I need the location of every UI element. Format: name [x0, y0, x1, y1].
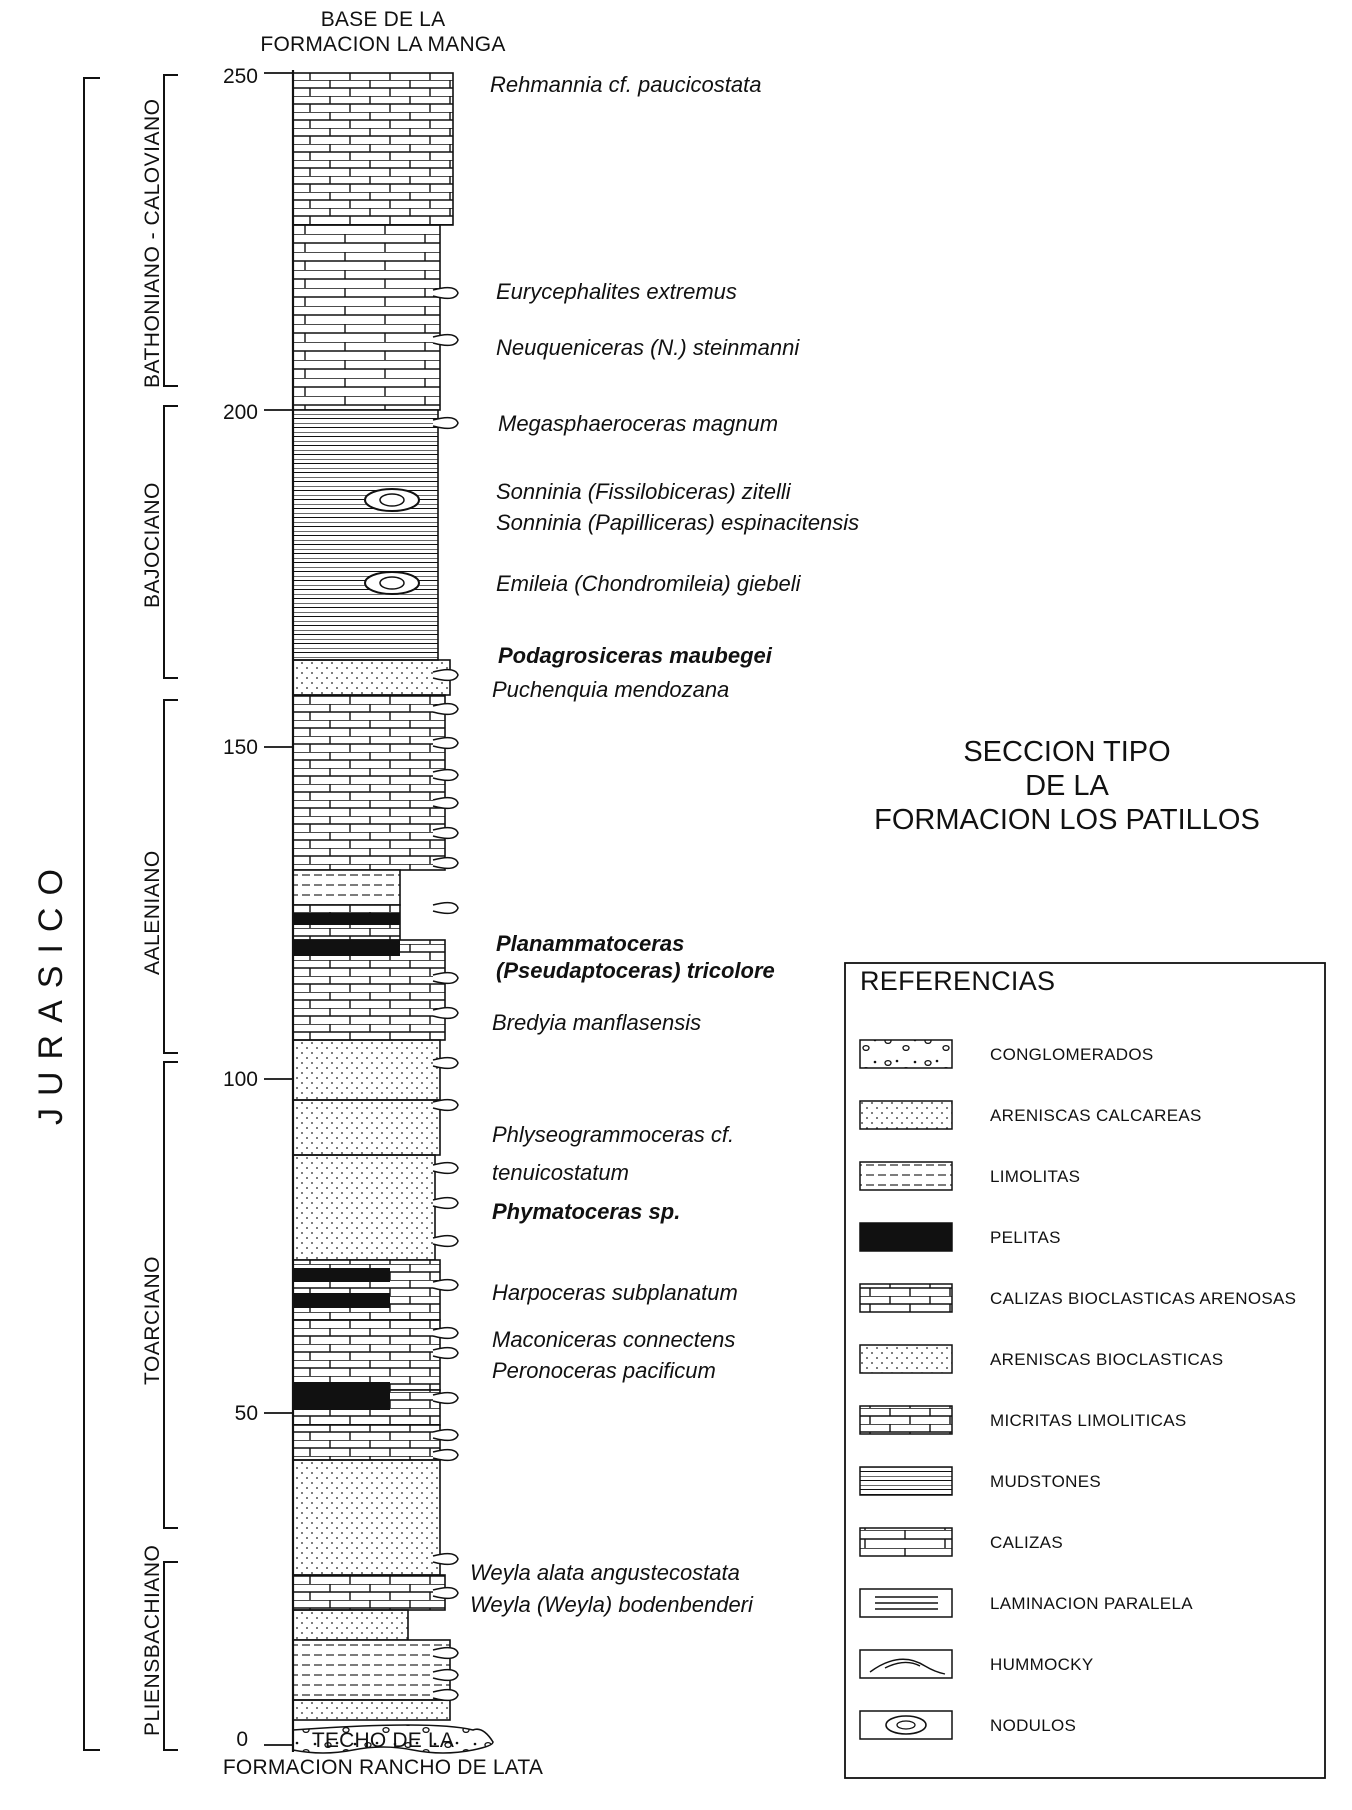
lithology-bed	[293, 1425, 440, 1460]
legend-label: MICRITAS LIMOLITICAS	[990, 1411, 1187, 1430]
bed-lens	[433, 903, 458, 914]
lithology-bed	[293, 1575, 445, 1610]
lithology-bed	[293, 1700, 450, 1720]
lithology-bed	[293, 1040, 440, 1100]
fossil-label: Phlyseogrammoceras cf.	[492, 1122, 735, 1147]
legend-swatch-bioclastic-sandstone	[860, 1345, 952, 1373]
legend-title: REFERENCIAS	[860, 966, 1056, 996]
legend-swatch-mudstone	[860, 1467, 952, 1495]
column-bottom-label-line1: TECHO DE LA	[311, 1729, 455, 1752]
shale-bed	[293, 913, 400, 925]
bed-lens	[433, 1348, 458, 1359]
legend-label: CALIZAS	[990, 1533, 1063, 1552]
bed-lens	[433, 770, 458, 781]
bed-lens	[433, 1430, 458, 1441]
stage-bracket	[164, 1562, 178, 1750]
legend-swatch-siltstone	[860, 1162, 952, 1190]
bed-lens	[433, 1648, 458, 1659]
figure-title-line2: DE LA	[1025, 770, 1109, 802]
bed-lens	[433, 738, 458, 749]
lithology-bed	[293, 1610, 408, 1640]
column-bottom-label-line2: FORMACION RANCHO DE LATA	[222, 1756, 544, 1779]
legend-swatch-sandy-bioclastic-limestone	[860, 1284, 952, 1312]
legend-label: ARENISCAS CALCAREAS	[990, 1106, 1202, 1125]
legend-label: MUDSTONES	[990, 1472, 1102, 1491]
lithology-bed	[293, 73, 453, 225]
bed-lens	[433, 1393, 458, 1404]
bed-lens	[433, 288, 458, 299]
era-label: JURASICO	[32, 857, 70, 1125]
shale-bed	[293, 1293, 390, 1308]
stage-bracket	[164, 406, 178, 678]
bed-lens	[433, 1198, 458, 1209]
fossil-label: (Pseudaptoceras) tricolore	[496, 958, 775, 983]
lithology-bed	[293, 225, 440, 410]
lithology-bed	[293, 1460, 440, 1575]
bed-lens	[433, 704, 458, 715]
shale-bed	[293, 940, 400, 956]
stage-bracket	[164, 75, 178, 386]
bed-lens	[433, 1588, 458, 1599]
legend-swatch-silty-micrite	[860, 1406, 952, 1434]
bed-lens	[433, 973, 458, 984]
scale-tick-label: 0	[236, 1728, 248, 1751]
fossil-label: Planammatoceras	[496, 931, 685, 956]
figure-title-line1: SECCION TIPO	[963, 736, 1171, 768]
bed-lens	[433, 335, 458, 346]
fossil-label: Puchenquia mendozana	[492, 677, 730, 702]
legend-label: LIMOLITAS	[990, 1167, 1081, 1186]
stage-bracket	[164, 1062, 178, 1528]
bed-lens	[433, 1450, 458, 1461]
bed-lens	[433, 418, 458, 429]
fossil-label: Sonninia (Fissilobiceras) zitelli	[496, 479, 791, 504]
column-top-label-line1: BASE DE LA	[320, 8, 446, 31]
nodule-core	[380, 577, 404, 589]
fossil-label: Bredyia manflasensis	[492, 1010, 702, 1035]
legend-label: NODULOS	[990, 1716, 1077, 1735]
fossil-label: Weyla alata angustecostata	[470, 1560, 740, 1585]
shale-bed	[293, 1382, 390, 1410]
lithology-bed	[293, 695, 445, 870]
bed-lens	[433, 1554, 458, 1565]
fossil-label: Emileia (Chondromileia) giebeli	[496, 571, 801, 596]
fossil-label: Eurycephalites extremus	[496, 279, 737, 304]
lithology-bed	[293, 1155, 435, 1260]
bed-lens	[433, 1670, 458, 1681]
bed-lens	[433, 798, 458, 809]
bed-lens	[433, 858, 458, 869]
fossil-label: Peronoceras pacificum	[492, 1358, 716, 1383]
bed-lens	[433, 1163, 458, 1174]
fossil-label: Phymatoceras sp.	[492, 1199, 681, 1224]
scale-tick-label: 50	[234, 1402, 258, 1425]
nodule-core	[380, 494, 404, 506]
legend-swatch-calcareous-sandstone	[860, 1101, 952, 1129]
legend-label: HUMMOCKY	[990, 1655, 1094, 1674]
bed-lens	[433, 1100, 458, 1111]
legend-label: LAMINACION PARALELA	[990, 1594, 1193, 1613]
scale-tick-label: 100	[222, 1068, 258, 1091]
fossil-label: tenuicostatum	[492, 1160, 629, 1185]
stage-bracket	[164, 700, 178, 1053]
fossil-label: Rehmannia cf. paucicostata	[490, 72, 762, 97]
fossil-label: Maconiceras connectens	[492, 1327, 736, 1352]
stage-label-toarciano: TOARCIANO	[141, 1256, 164, 1385]
legend-label: CONGLOMERADOS	[990, 1045, 1154, 1064]
shale-bed	[293, 1268, 390, 1282]
lithology-bed	[293, 1640, 450, 1700]
scale-tick-label: 200	[222, 401, 258, 424]
bed-lens	[433, 828, 458, 839]
bed-lens	[433, 670, 458, 681]
legend-swatch-hummocky	[860, 1650, 952, 1678]
fossil-label: Sonninia (Papilliceras) espinacitensis	[496, 510, 860, 535]
lithology-bed	[293, 410, 438, 660]
bed-lens	[433, 1328, 458, 1339]
bed-lens	[433, 1008, 458, 1019]
column-top-label-line2: FORMACION LA MANGA	[260, 33, 506, 56]
lithology-bed	[293, 1320, 440, 1390]
legend-swatch-conglomerate	[860, 1040, 952, 1068]
fossil-label: Neuqueniceras (N.) steinmanni	[496, 335, 800, 360]
fossil-label: Podagrosiceras maubegei	[498, 643, 772, 668]
scale-tick-label: 250	[222, 65, 258, 88]
bed-lens	[433, 1058, 458, 1069]
legend-swatch-shale-solid	[860, 1223, 952, 1251]
bed-lens	[433, 1280, 458, 1291]
lithology-bed	[293, 660, 450, 695]
legend-label: ARENISCAS BIOCLASTICAS	[990, 1350, 1224, 1369]
bed-lens	[433, 1690, 458, 1701]
stage-label-aaleniano: AALENIANO	[141, 850, 164, 975]
era-bracket	[84, 78, 100, 1750]
fossil-label: Harpoceras subplanatum	[492, 1280, 738, 1305]
legend-swatch-limestone	[860, 1528, 952, 1556]
figure-title-line3: FORMACION LOS PATILLOS	[874, 804, 1260, 836]
fossil-label: Weyla (Weyla) bodenbenderi	[470, 1592, 753, 1617]
stage-label-bajociano: BAJOCIANO	[141, 482, 164, 608]
stage-label-bathoniano-caloviano: BATHONIANO - CALOVIANO	[141, 98, 164, 388]
lithology-bed	[293, 1100, 440, 1155]
legend-label: PELITAS	[990, 1228, 1061, 1247]
fossil-label: Megasphaeroceras magnum	[498, 411, 779, 436]
bed-lens	[433, 1236, 458, 1247]
lithology-bed	[293, 870, 400, 905]
legend-label: CALIZAS BIOCLASTICAS ARENOSAS	[990, 1289, 1297, 1308]
scale-tick-label: 150	[222, 736, 258, 759]
stage-label-pliensbachiano: PLIENSBACHIANO	[141, 1544, 164, 1736]
